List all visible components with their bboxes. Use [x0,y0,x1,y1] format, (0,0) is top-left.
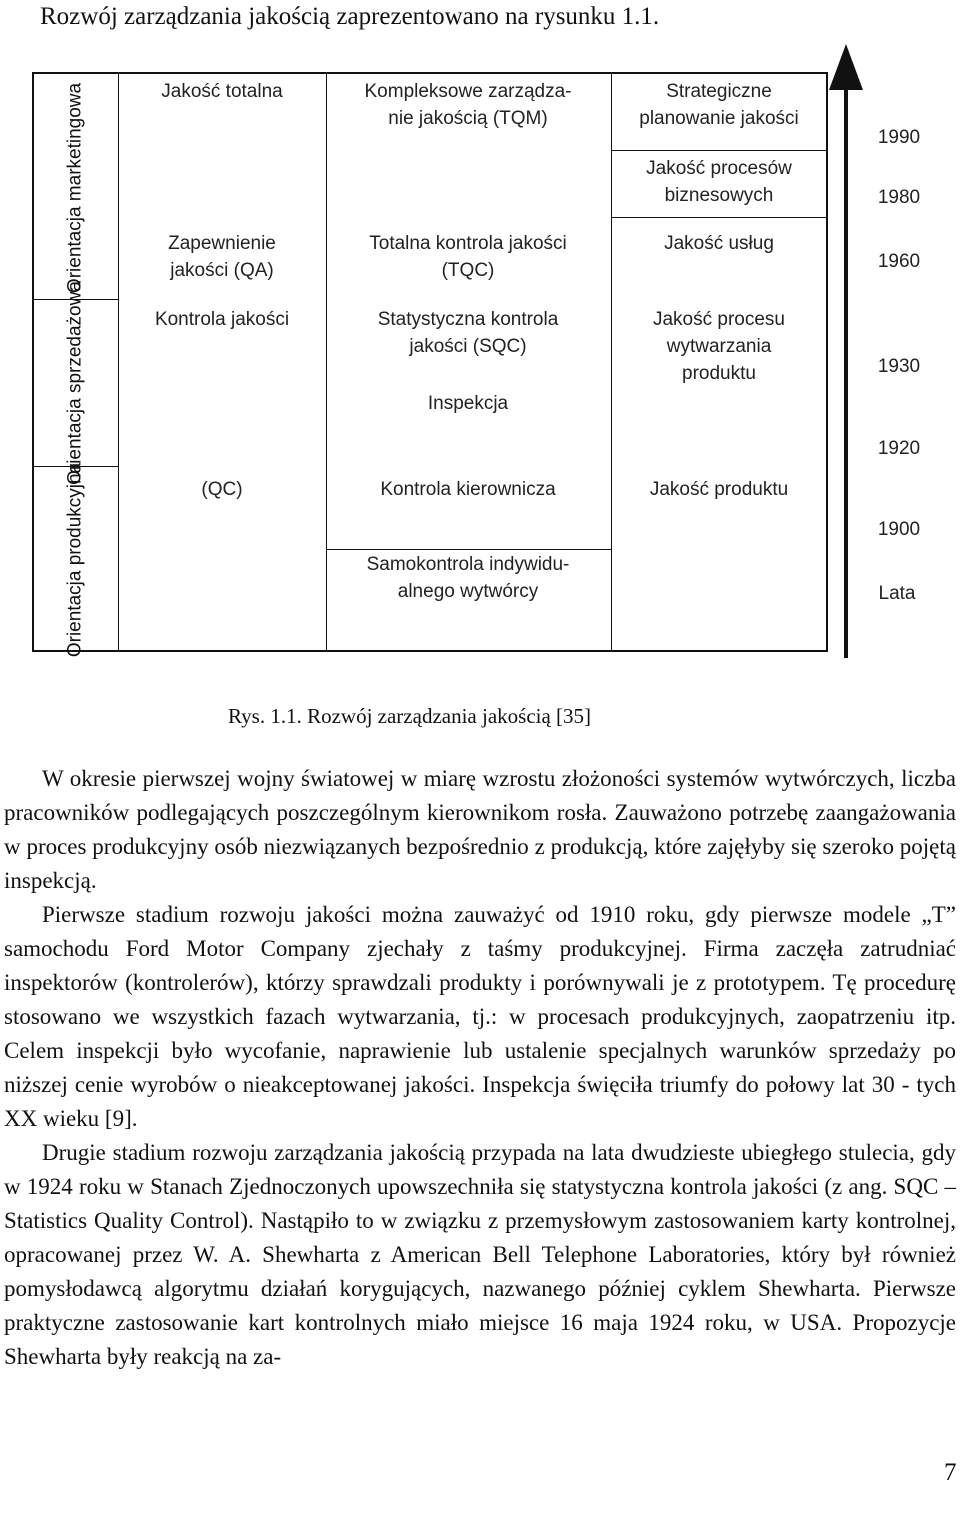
cell-sqc: Statystyczna kontrola jakości (SQC) [377,309,559,357]
year-label: 1930 [877,356,921,377]
paragraph: W okresie pierwszej wojny światowej w miarę wzrostu złożoności systemów wytwórczych, liczba pracowników podlegających poszczególnym kierownikom rosła. Zauważono potrzebę zaangażowania w proces produkcyjny osób niezwiązanych bezpośrednio z produkcją, które zajęłyby się szeroko pojętą inspekcją. [4,766,956,893]
cell-jakosc-uslug: Jakość usług [664,233,774,254]
paragraph: Drugie stadium rozwoju zarządzania jakością przypada na lata dwudzieste ubiegłego stulecia, gdy w 1924 roku w Stanach Zjednoczonych upowszechniła się statystyczna kontrola jakości (z ang. SQC – Statistics Quality Control). Nastąpiło to w związku z przemysłowym zastosowaniem karty kontrolnej, opracowanej przez W. A. Shewharta z American Bell Telephone Laboratories, który był również pomysłodawcą algorytmu działań korygujących, nazwanego później cyklem Shewharta. Pierwsze praktyczne zastosowanie kart kontrolnych miało miejsce 16 maja 1924 roku, w USA. Propozycje Shewharta były reakcją na za- [4,1140,956,1369]
figure-caption: Rys. 1.1. Rozwój zarządzania jakością [35] [228,704,592,728]
cell-jakosc-produktu: Jakość produktu [649,479,789,500]
paragraph: Pierwsze stadium rozwoju jakości można zauważyć od 1910 roku, gdy pierwsze modele „T” samochodu Ford Motor Company zjechały z taśmy produkcyjnej. Firma zaczęła zatrudniać inspektorów (kontrolerów), którzy sprawdzali produkty i porównywali je z prototypem. Tę procedurę stosowano we wszystkich fazach wytwarzania, tj.: w procesach produkcyjnych, zaopatrzeniu itp. Celem inspekcji było wycofanie, naprawienie lub ustalenie specjalnych warunków sprzedaży po niższej cenie wyrobów o nieakceptowanej jakości. Inspekcja święciła triumfy do połowy lat 30 - tych XX wieku [9]. [4,902,956,1131]
axis-label-lata: Lata [878,583,916,604]
column-divider-1 [326,72,327,652]
cell-jakosc-procesow: Jakość procesów biznesowych [646,158,792,206]
cell-tqc: Totalna kontrola jakości (TQC) [369,233,567,281]
time-arrow-shaft [844,88,848,658]
cell-kontrola-jakosci: Kontrola jakości [154,309,290,330]
side-column-divider [118,72,119,652]
year-label: 1990 [877,127,921,148]
cell-strategiczne-planowanie: Strategiczne planowanie jakości [639,81,799,129]
col3-divider-1 [611,150,828,151]
side-label-marketing: Orientacja marketingowa [64,82,86,294]
side-label-sales: Orientacja sprzedażowa [64,281,86,485]
cell-samokontrola: Samokontrola indywidu- alnego wytwórcy [366,554,570,602]
cell-inspekcja: Inspekcja [427,393,509,414]
intro-sentence: Rozwój zarządzania jakością zaprezentowano na rysunku 1.1. [40,3,660,30]
cell-qc: (QC) [201,479,243,500]
body-text [4,762,956,1374]
col2-divider [326,549,611,550]
year-label: 1980 [877,187,921,208]
cell-qa: Zapewnienie jakości (QA) [168,233,276,281]
year-label: 1960 [877,251,921,272]
time-arrow-head [829,44,863,90]
cell-kontrola-kierownicza: Kontrola kierownicza [380,479,556,500]
cell-jakosc-totalna: Jakość totalna [161,81,283,102]
year-label: 1900 [877,519,921,540]
col3-divider-2 [611,217,828,218]
year-label: 1920 [877,438,921,459]
cell-tqm: Kompleksowe zarządza- nie jakością (TQM) [364,81,572,129]
page-number: 7 [944,1459,957,1486]
column-divider-2 [611,72,612,652]
cell-jakosc-procesu-wytwarzania: Jakość procesu wytwarzania produktu [652,309,786,384]
side-label-production: Orientacja produkcyjna [64,462,86,658]
